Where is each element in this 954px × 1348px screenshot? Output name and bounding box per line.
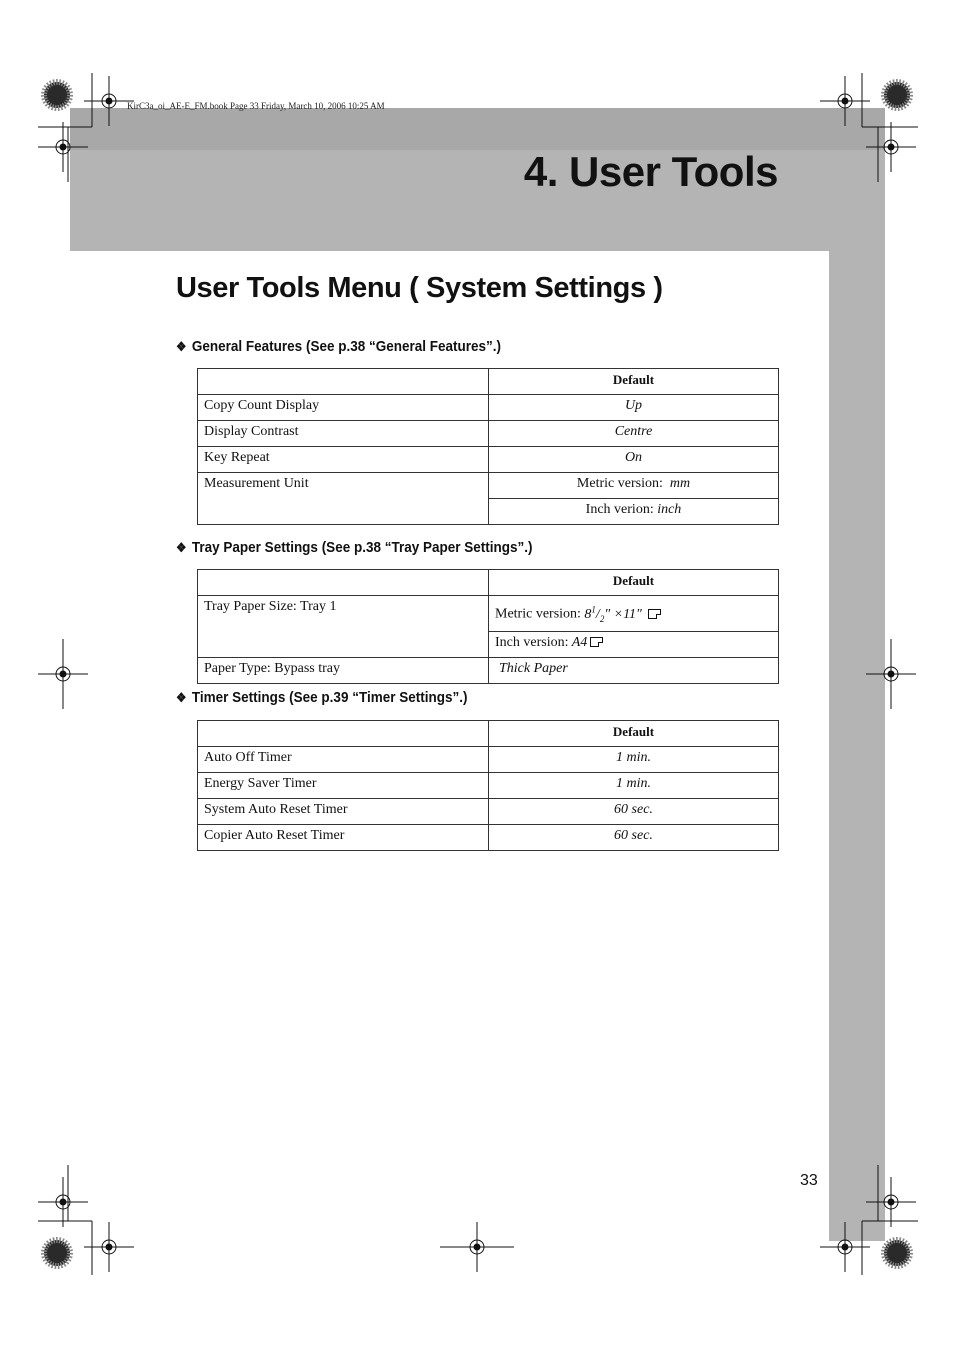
table-header-row — [198, 570, 779, 596]
inch-version-label: Inch verion: — [585, 502, 654, 517]
general-features-heading — [176, 338, 501, 355]
table-header-blank — [198, 369, 489, 395]
setting-default-metric — [489, 596, 779, 632]
starburst-target-icon — [44, 1240, 70, 1266]
diamond-bullet-icon: ❖ — [176, 690, 187, 705]
tray-paper-settings-heading-text: Tray Paper Settings (See p.38 “Tray Paper Settings”.) — [191, 539, 533, 556]
starburst-target-icon — [44, 82, 70, 108]
chapter-title: 4. User Tools — [523, 148, 778, 195]
setting-default-inch — [489, 499, 779, 525]
table-header-blank — [198, 721, 489, 747]
setting-label: Copier Auto Reset Timer — [198, 825, 489, 851]
paper-size-fraction-denominator: 2 — [599, 613, 605, 624]
setting-default-inch — [489, 632, 779, 658]
general-features-heading-text: General Features (See p.38 “General Features”.) — [191, 338, 502, 355]
setting-default: Up — [489, 395, 779, 421]
crosshair-target-icon — [866, 1177, 916, 1227]
metric-version-label: Metric version: — [495, 606, 581, 622]
setting-label: System Auto Reset Timer — [198, 799, 489, 825]
setting-label: Display Contrast — [198, 421, 489, 447]
starburst-target-icon — [884, 82, 910, 108]
table-row — [198, 395, 779, 421]
diamond-bullet-icon: ❖ — [176, 339, 187, 354]
paper-size-whole: 8 — [584, 606, 592, 622]
setting-label: Tray Paper Size: Tray 1 — [198, 596, 489, 658]
crosshair-target-icon — [38, 1177, 88, 1227]
table-header-row — [198, 721, 779, 747]
crosshair-target-icon — [38, 639, 88, 709]
crosshair-target-icon — [38, 122, 88, 172]
setting-default-metric — [489, 473, 779, 499]
table-row — [198, 421, 779, 447]
setting-label: Auto Off Timer — [198, 747, 489, 773]
crosshair-target-icon — [866, 639, 916, 709]
paper-orientation-icon — [590, 637, 603, 647]
starburst-target-icon — [884, 1240, 910, 1266]
page-number: 33 — [800, 1172, 818, 1189]
setting-default: 1 min. — [489, 773, 779, 799]
setting-default: 60 sec. — [489, 825, 779, 851]
table-row — [198, 747, 779, 773]
paper-size-rest: ″ ×11″ — [604, 606, 642, 622]
setting-default: Thick Paper — [489, 658, 779, 684]
table-header-default: Default — [489, 369, 779, 395]
timer-settings-heading — [176, 689, 467, 706]
metric-version-label: Metric version: — [576, 476, 663, 491]
table-row — [198, 658, 779, 684]
timer-settings-table — [197, 720, 779, 851]
setting-default: 1 min. — [489, 747, 779, 773]
table-header-default: Default — [489, 570, 779, 596]
metric-version-value: mm — [669, 476, 691, 491]
inch-version-label: Inch version: — [495, 635, 569, 651]
table-header-default: Default — [489, 721, 779, 747]
table-row — [198, 799, 779, 825]
setting-default: Centre — [489, 421, 779, 447]
inch-version-value: A4 — [571, 635, 588, 651]
timer-settings-heading-text: Timer Settings (See p.39 “Timer Settings”.) — [191, 689, 468, 706]
paper-orientation-icon — [648, 609, 661, 619]
table-row — [198, 825, 779, 851]
table-header-blank — [198, 570, 489, 596]
general-features-table — [197, 368, 779, 525]
setting-label: Paper Type: Bypass tray — [198, 658, 489, 684]
table-row — [198, 596, 779, 632]
inch-version-value: inch — [657, 502, 682, 517]
table-row — [198, 447, 779, 473]
crosshair-target-icon — [440, 1222, 514, 1272]
tray-paper-settings-heading — [176, 539, 533, 556]
setting-default: On — [489, 447, 779, 473]
setting-label: Energy Saver Timer — [198, 773, 489, 799]
metric-version-value: $8^1/_2'' \times 11''$ — [584, 604, 642, 624]
table-header-row — [198, 369, 779, 395]
setting-default: 60 sec. — [489, 799, 779, 825]
crosshair-target-icon — [866, 122, 916, 172]
setting-label: Copy Count Display — [198, 395, 489, 421]
table-row — [198, 773, 779, 799]
print-info-line: KirC3a_oi_AE-E_FM.book Page 33 Friday, March 10, 2006 10:25 AM — [127, 101, 385, 111]
setting-label: Measurement Unit — [198, 473, 489, 525]
table-row — [198, 473, 779, 499]
paper-size-fraction-numerator: 1 — [591, 604, 596, 614]
section-title: User Tools Menu ( System Settings ) — [176, 272, 663, 304]
setting-label: Key Repeat — [198, 447, 489, 473]
diamond-bullet-icon: ❖ — [176, 540, 187, 555]
tray-paper-settings-table — [197, 569, 779, 684]
